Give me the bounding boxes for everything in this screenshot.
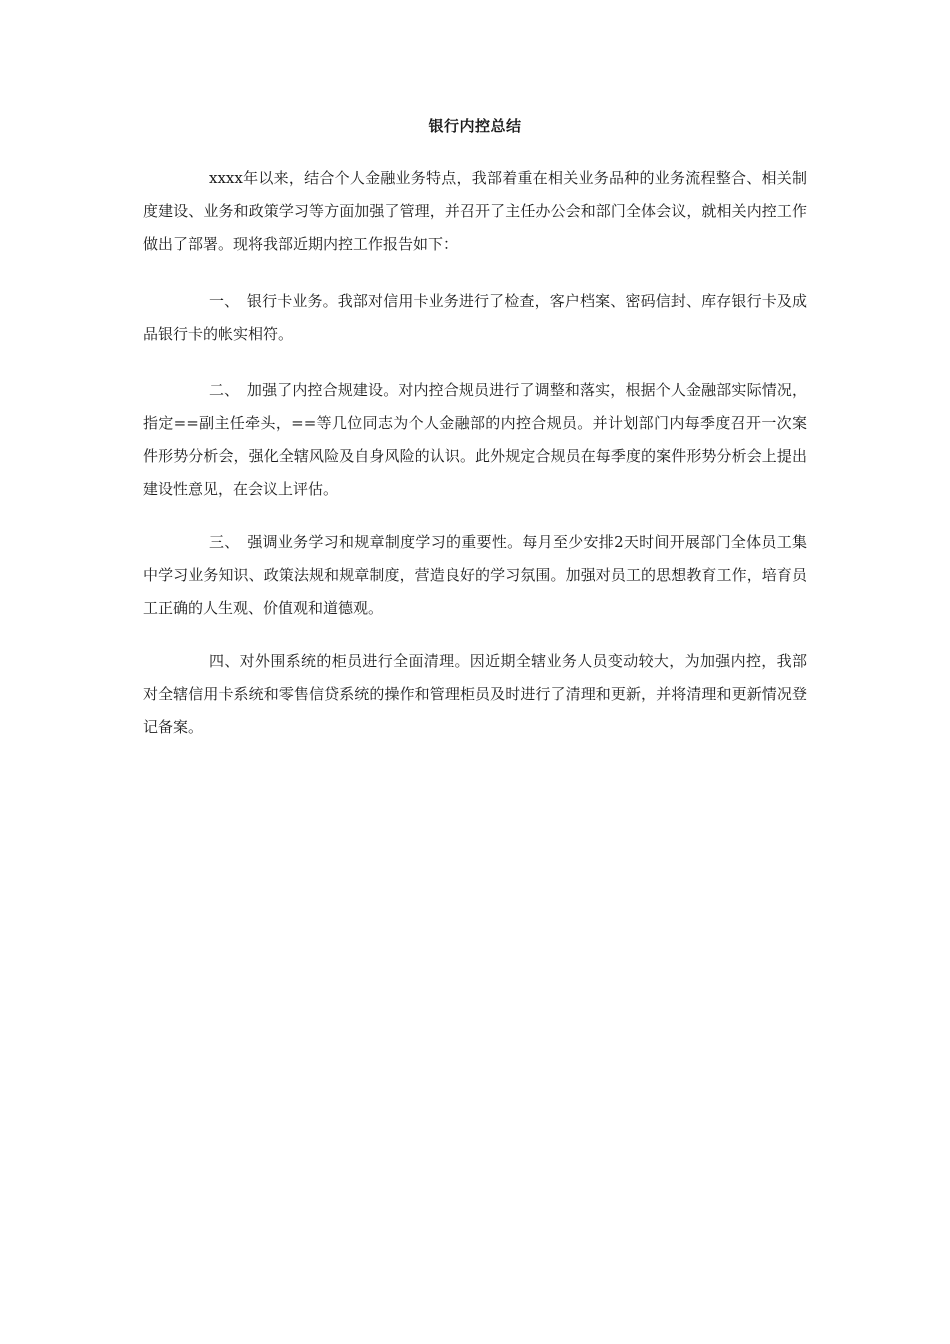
intro-paragraph: xxxx年以来，结合个人金融业务特点，我部着重在相关业务品种的业务流程整合、相关制度建设、业务和政策学习等方面加强了管理，并召开了主任办公会和部门全体会议，就相关内控工作做出了部署。现将我部近期内控工作报告如下： [143, 169, 807, 253]
section-1-paragraph: 一、 银行卡业务。我部对信用卡业务进行了检查，客户档案、密码信封、库存银行卡及成品银行卡的帐实相符。 [143, 292, 807, 343]
section-2-paragraph: 二、 加强了内控合规建设。对内控合规员进行了调整和落实，根据个人金融部实际情况，指定==副主任牵头，==等几位同志为个人金融部的内控合规员。并计划部门内每季度召开一次案件形势分析会，强化全辖风险及自身风险的认识。此外规定合规员在每季度的案件形势分析会上提出建设性意见，在会议上评估。 [143, 381, 807, 498]
section-3-paragraph: 三、 强调业务学习和规章制度学习的重要性。每月至少安排2天时间开展部门全体员工集中学习业务知识、政策法规和规章制度，营造良好的学习氛围。加强对员工的思想教育工作，培育员工正确的人生观、价值观和道德观。 [143, 533, 807, 617]
document-title: 银行内控总结 [428, 117, 522, 135]
section-4-paragraph: 四、对外围系统的柜员进行全面清理。因近期全辖业务人员变动较大，为加强内控，我部对全辖信用卡系统和零售信贷系统的操作和管理柜员及时进行了清理和更新，并将清理和更新情况登记备案。 [143, 652, 807, 736]
